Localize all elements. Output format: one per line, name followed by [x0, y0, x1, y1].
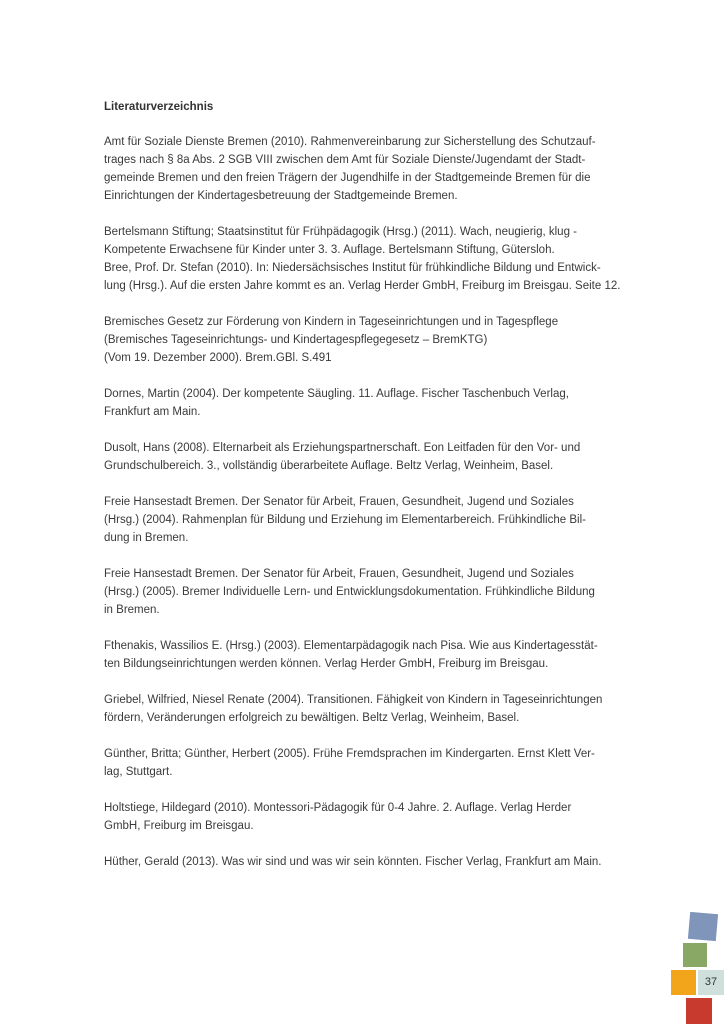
- decorative-square-orange: [671, 970, 696, 995]
- reference-entry: Holtstiege, Hildegard (2010). Montessori-Pädagogik für 0-4 Jahre. 2. Auflage. Verlag Herder GmbH, Freiburg im Breisgau.: [104, 802, 572, 832]
- decorative-square-green: [683, 943, 707, 967]
- page-number: 37: [704, 976, 718, 988]
- reference-entry: Dornes, Martin (2004). Der kompetente Säugling. 11. Auflage. Fischer Taschenbuch Verlag, Frankfurt am Main.: [104, 388, 569, 418]
- reference-entry: Dusolt, Hans (2008). Elternarbeit als Erziehungspartnerschaft. Eon Leitfaden für den Vor- und Grundschulbereich. 3., vollständig überarbeitete Auflage. Beltz Verlag, Weinheim, Basel.: [104, 442, 581, 472]
- reference-entry: Freie Hansestadt Bremen. Der Senator für Arbeit, Frauen, Gesundheit, Jugend und Soziales (Hrsg.) (2004). Rahmenplan für Bildung und Erziehung im Elementarbereich. Frühkindliche Bil- dung in Bremen.: [104, 496, 586, 544]
- page-title: Literaturverzeichnis: [104, 101, 214, 113]
- reference-entry: Bremisches Gesetz zur Förderung von Kindern in Tageseinrichtungen und in Tagespflege (Bremisches Tageseinrichtungs- und Kindertagespflegegesetz – BremKTG) (Vom 19. Dezember 2000). Brem.GBl. S.491: [104, 316, 559, 364]
- decorative-square-blue: [688, 912, 718, 941]
- bibliography: [104, 98, 634, 889]
- reference-entry: Amt für Soziale Dienste Bremen (2010). Rahmenvereinbarung zur Sicherstellung des Schutzauf- trages nach § 8a Abs. 2 SGB VIII zwischen dem Amt für Soziale Dienste/Jugendamt der Stadt- gemeinde Bremen und den freien Trägern der Jugendhilfe in der Stadtgemeinde Bremen für die Einrichtungen der Kindertagesbetreuung der Stadtgemeinde Bremen.: [104, 136, 596, 202]
- reference-entry: Griebel, Wilfried, Niesel Renate (2004). Transitionen. Fähigkeit von Kindern in Tageseinrichtungen fördern, Veränderungen erfolgreich zu bewältigen. Beltz Verlag, Weinheim, Basel.: [104, 694, 603, 724]
- reference-entry: Hüther, Gerald (2013). Was wir sind und was wir sein könnten. Fischer Verlag, Frankfurt am Main.: [104, 856, 602, 868]
- reference-entry: Freie Hansestadt Bremen. Der Senator für Arbeit, Frauen, Gesundheit, Jugend und Soziales (Hrsg.) (2005). Bremer Individuelle Lern- und Entwicklungsdokumentation. Frühkindliche Bildung in Bremen.: [104, 568, 595, 616]
- decorative-square-red: [686, 998, 712, 1024]
- reference-entry: Günther, Britta; Günther, Herbert (2005). Frühe Fremdsprachen im Kindergarten. Ernst Klett Ver- lag, Stuttgart.: [104, 748, 595, 778]
- reference-entry: Fthenakis, Wassilios E. (Hrsg.) (2003). Elementarpädagogik nach Pisa. Wie aus Kindertagesstät- ten Bildungseinrichtungen werden können. Verlag Herder GmbH, Freiburg im Breisgau.: [104, 640, 598, 670]
- reference-entry: Bertelsmann Stiftung; Staatsinstitut für Frühpädagogik (Hrsg.) (2011). Wach, neugierig, klug - Kompetente Erwachsene für Kinder unter 3. 3. Auflage. Bertelsmann Stiftung, Gütersloh. Bree, Prof. Dr. Stefan (2010). In: Niedersächsisches Institut für frühkindliche Bildung und Entwick- lung (Hrsg.). Auf die ersten Jahre kommt es an. Verlag Herder GmbH, Freiburg im Breisgau. Seite 12.: [104, 226, 621, 292]
